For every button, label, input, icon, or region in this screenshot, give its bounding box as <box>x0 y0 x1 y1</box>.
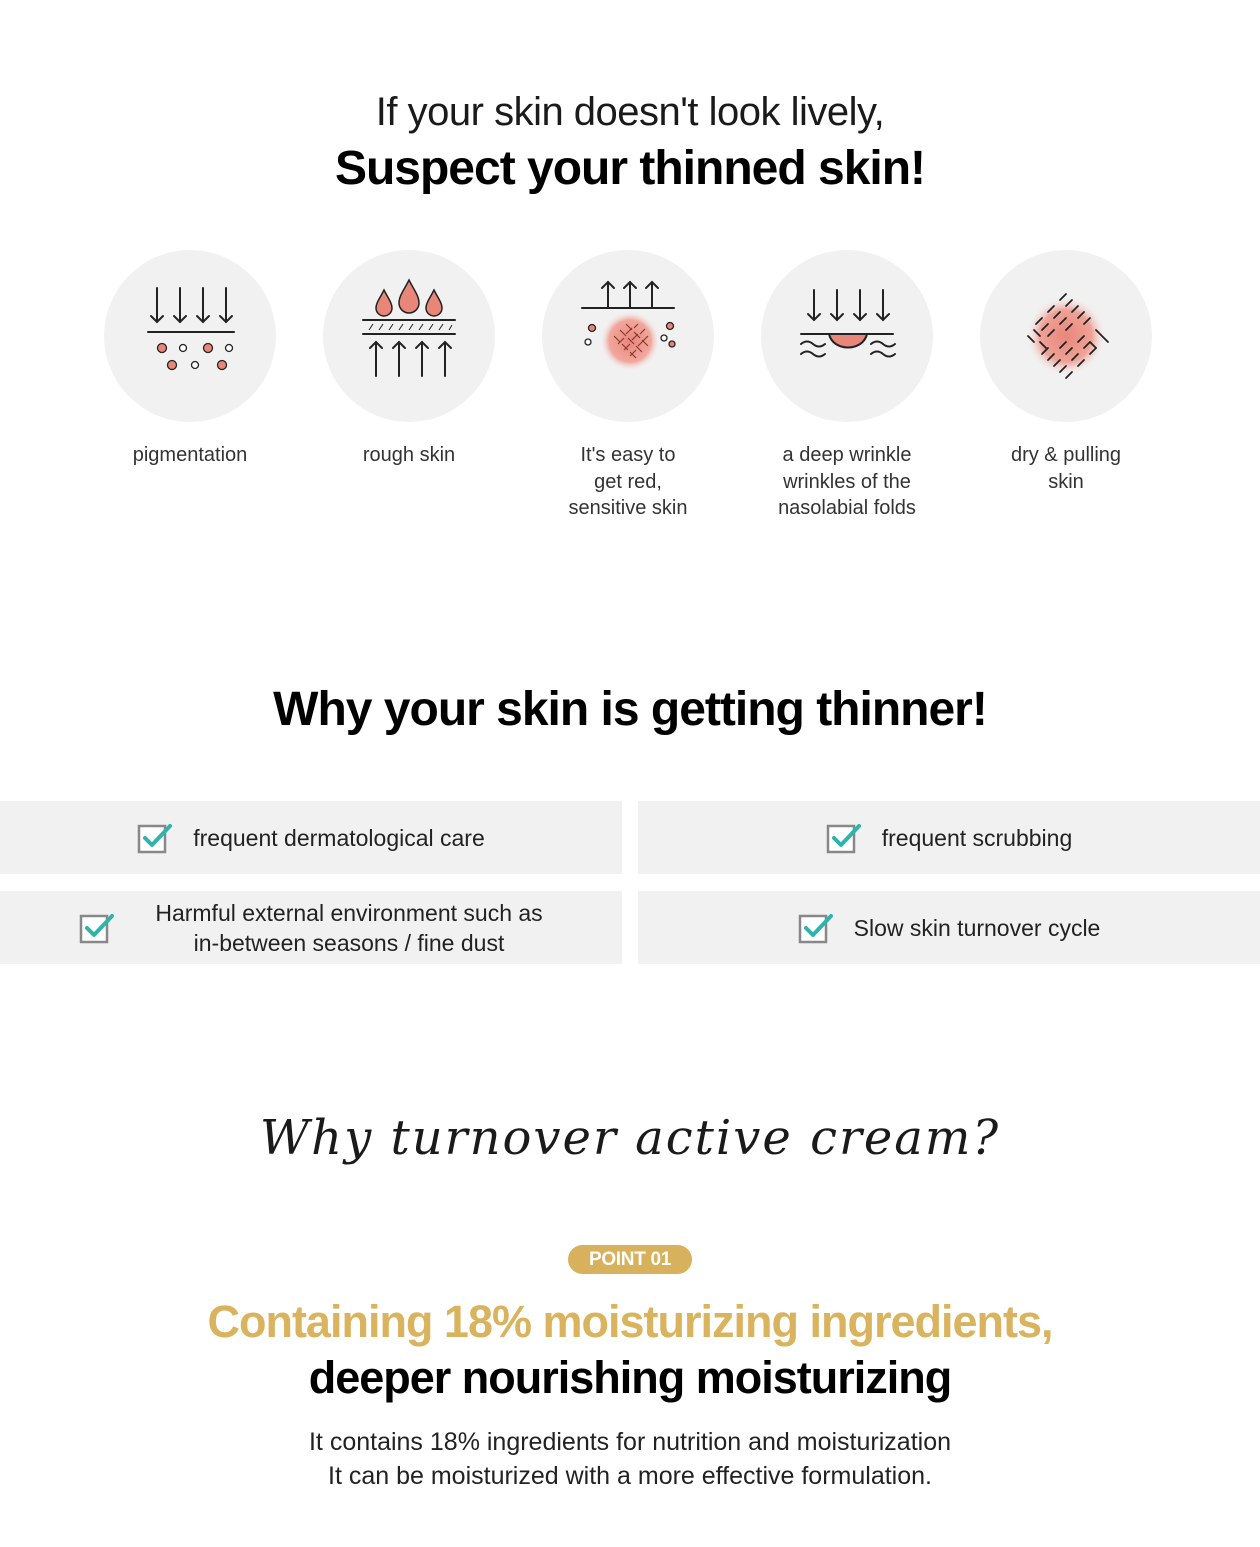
symptom-sensitive-skin <box>518 250 738 522</box>
reason-text: Slow skin turnover cycle <box>853 914 1101 941</box>
symptom-wrinkle <box>737 250 957 522</box>
symptom-rough-skin <box>299 250 519 469</box>
point-headline: deeper nourishing moisturizing <box>308 1352 952 1403</box>
checkbox-icon <box>79 912 115 944</box>
point-description-line: It can be moisturized with a more effective formulation. <box>328 1462 932 1490</box>
reason-text: frequent scrubbing <box>881 824 1073 851</box>
symptoms-row <box>0 250 1260 540</box>
dry-skin-icon <box>980 250 1152 422</box>
wrinkle-icon <box>761 250 933 422</box>
section-title: Why your skin is getting thinner! <box>273 683 987 736</box>
checkbox-icon <box>826 822 862 854</box>
checkbox-icon <box>137 822 173 854</box>
intro-heading <box>0 86 1260 198</box>
rough-skin-icon <box>323 250 495 422</box>
reason-item <box>638 801 1260 874</box>
reason-item <box>0 891 622 964</box>
pigmentation-icon <box>104 250 276 422</box>
intro-title: Suspect your thinned skin! <box>334 142 926 195</box>
point-headline-gold: Containing 18% moisturizing ingredients, <box>207 1296 1053 1347</box>
symptom-label: It's easy to get red, sensitive skin <box>568 444 688 519</box>
symptom-label: pigmentation <box>132 444 248 466</box>
symptom-dry-skin <box>956 250 1176 495</box>
point-badge: POINT 01 <box>568 1245 692 1274</box>
symptom-label: rough skin <box>362 444 456 466</box>
intro-subtitle: If your skin doesn't look lively, <box>375 90 885 134</box>
reason-item <box>638 891 1260 964</box>
point-description <box>0 1425 1260 1493</box>
reason-text: frequent dermatological care <box>193 824 485 851</box>
reason-text: Harmful external environment such as in-between seasons / fine dust <box>155 899 543 956</box>
symptom-label: a deep wrinkle wrinkles of the nasolabial folds <box>778 444 916 519</box>
symptom-label: dry & pulling skin <box>1010 444 1122 493</box>
point-description-line: It contains 18% ingredients for nutrition and moisturization <box>308 1428 952 1456</box>
reason-item <box>0 801 622 874</box>
checkbox-icon <box>798 912 834 944</box>
symptom-pigmentation <box>80 250 300 469</box>
script-heading: Why turnover active cream? <box>259 1110 1001 1166</box>
sensitive-skin-icon <box>542 250 714 422</box>
